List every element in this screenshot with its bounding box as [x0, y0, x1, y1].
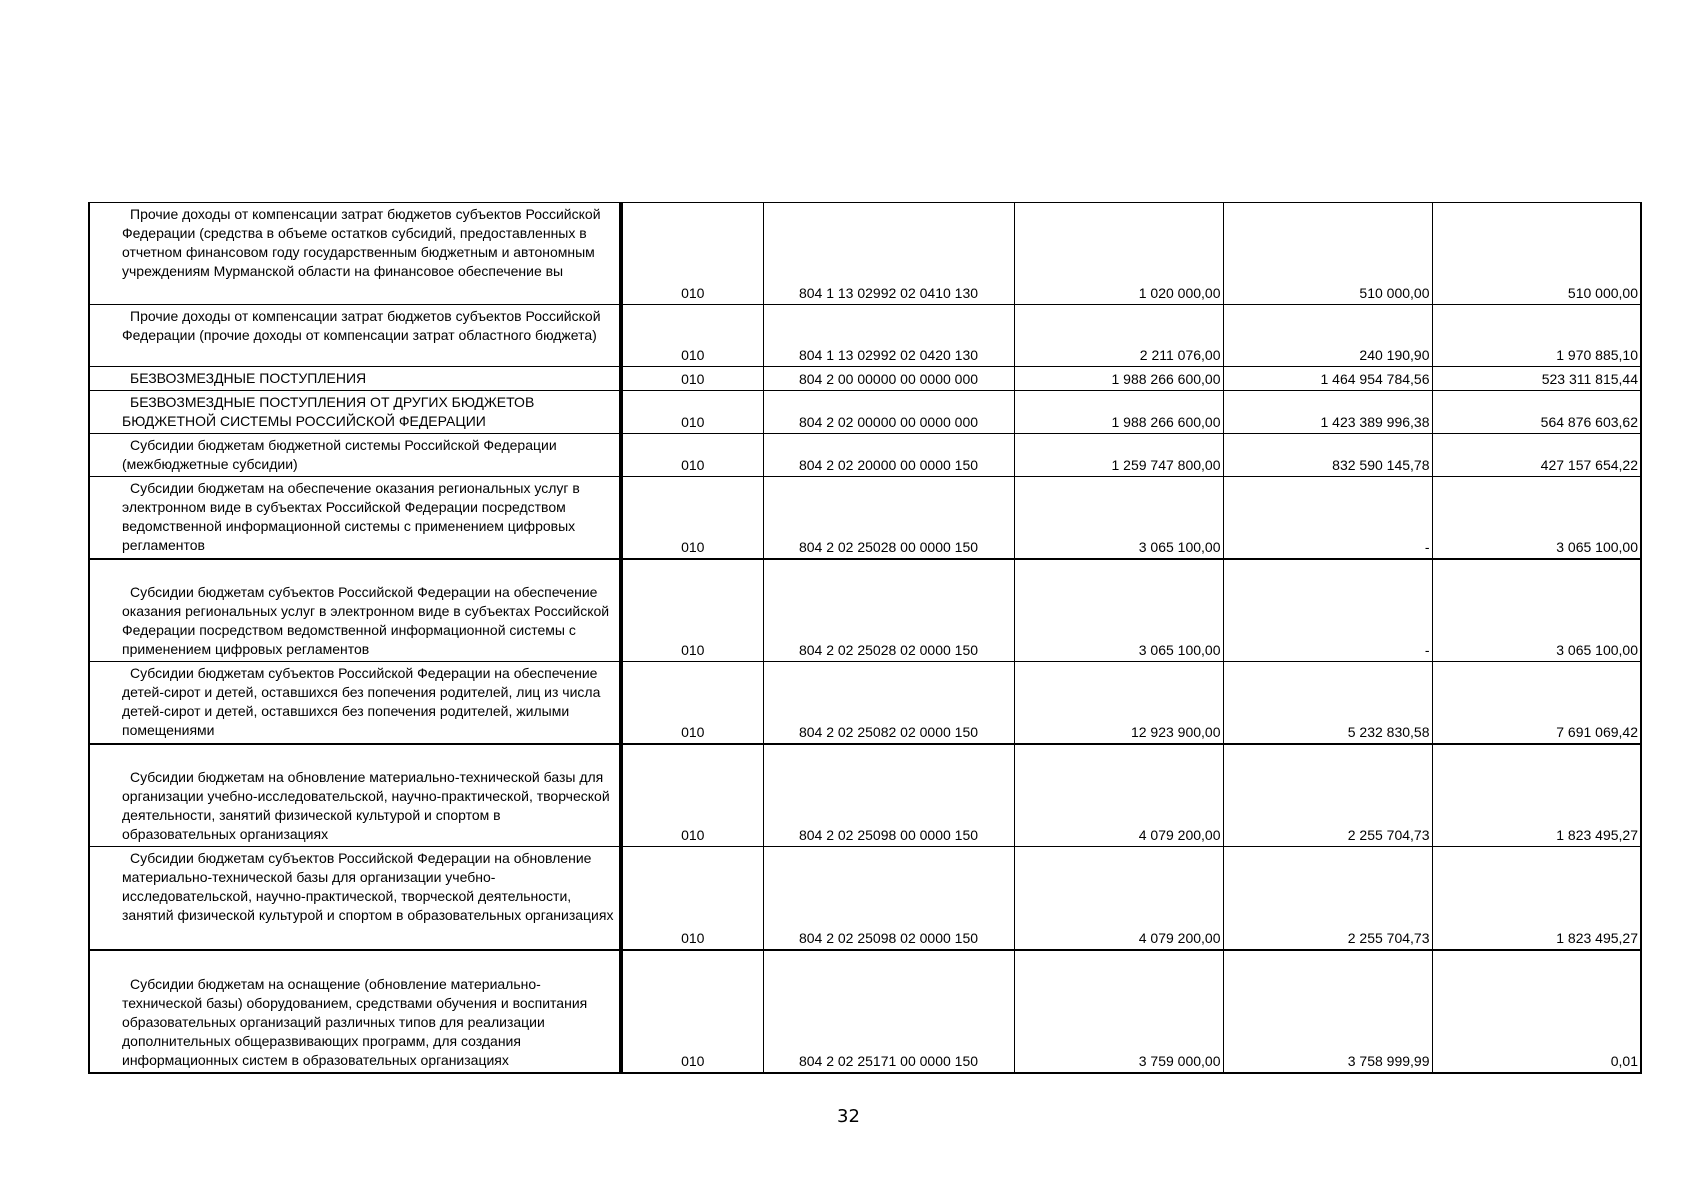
report-sheet: [88, 202, 1640, 1074]
table-row: [89, 477, 1641, 559]
row-name: Прочие доходы от компенсации затрат бюджетов субъектов Российской Федерации (прочие доходы от компенсации затрат областного бюджета): [89, 305, 621, 367]
table-row: [89, 950, 1641, 1073]
row-name: Субсидии бюджетам субъектов Российской Федерации на обновление материально-технической базы для организации учебно-исследовательской, научно-практической, творческой деятельности, занятий физической культурой и спортом в образовательных организациях: [89, 847, 621, 950]
page-number: 32: [837, 1106, 860, 1127]
row-executed: 2 255 704,73: [1223, 847, 1432, 950]
row-unexecuted: 0,01: [1432, 950, 1641, 1073]
table-row: [89, 559, 1641, 662]
row-unexecuted: 1 970 885,10: [1432, 305, 1641, 367]
row-name: БЕЗВОЗМЕЗДНЫЕ ПОСТУПЛЕНИЯ ОТ ДРУГИХ БЮДЖЕТОВ БЮДЖЕТНОЙ СИСТЕМЫ РОССИЙСКОЙ ФЕДЕРАЦИИ: [89, 391, 621, 434]
row-line-code: 010: [621, 434, 763, 477]
row-budget-code: 804 2 02 25098 02 0000 150: [763, 847, 1014, 950]
table-row: [89, 847, 1641, 950]
revenue-table: [88, 202, 1642, 1074]
row-line-code: 010: [621, 305, 763, 367]
row-unexecuted: 564 876 603,62: [1432, 391, 1641, 434]
row-approved: 1 988 266 600,00: [1014, 391, 1223, 434]
row-unexecuted: 1 823 495,27: [1432, 744, 1641, 847]
row-name: БЕЗВОЗМЕЗДНЫЕ ПОСТУПЛЕНИЯ: [89, 367, 621, 391]
row-unexecuted: 510 000,00: [1432, 203, 1641, 305]
row-budget-code: 804 2 02 25098 00 0000 150: [763, 744, 1014, 847]
row-budget-code: 804 2 02 25028 02 0000 150: [763, 559, 1014, 662]
row-line-code: 010: [621, 559, 763, 662]
row-line-code: 010: [621, 477, 763, 559]
table-row: [89, 203, 1641, 305]
row-executed: 832 590 145,78: [1223, 434, 1432, 477]
row-executed: -: [1223, 477, 1432, 559]
row-executed: 2 255 704,73: [1223, 744, 1432, 847]
row-line-code: 010: [621, 950, 763, 1073]
row-executed: 1 423 389 996,38: [1223, 391, 1432, 434]
table-row: [89, 434, 1641, 477]
row-name: Субсидии бюджетам на оснащение (обновление материально-технической базы) оборудованием, средствами обучения и воспитания образовательных организаций различных типов для реализации дополнительных общеразвивающих программ, для создания информационных систем в образовательных организациях: [89, 950, 621, 1073]
row-budget-code: 804 2 02 20000 00 0000 150: [763, 434, 1014, 477]
row-approved: 1 988 266 600,00: [1014, 367, 1223, 391]
row-unexecuted: 523 311 815,44: [1432, 367, 1641, 391]
row-approved: 2 211 076,00: [1014, 305, 1223, 367]
row-approved: 1 020 000,00: [1014, 203, 1223, 305]
row-executed: 3 758 999,99: [1223, 950, 1432, 1073]
row-executed: 240 190,90: [1223, 305, 1432, 367]
row-line-code: 010: [621, 391, 763, 434]
row-unexecuted: 3 065 100,00: [1432, 477, 1641, 559]
table-row: [89, 662, 1641, 744]
table-row: [89, 744, 1641, 847]
row-executed: 1 464 954 784,56: [1223, 367, 1432, 391]
row-name: Субсидии бюджетам на обновление материально-технической базы для организации учебно-исследовательской, научно-практической, творческой деятельности, занятий физической культурой и спортом в образовательных организациях: [89, 744, 621, 847]
table-row: [89, 391, 1641, 434]
table-row: [89, 367, 1641, 391]
row-approved: 1 259 747 800,00: [1014, 434, 1223, 477]
row-budget-code: 804 2 02 25028 00 0000 150: [763, 477, 1014, 559]
row-unexecuted: 427 157 654,22: [1432, 434, 1641, 477]
row-budget-code: 804 2 02 25171 00 0000 150: [763, 950, 1014, 1073]
row-approved: 4 079 200,00: [1014, 744, 1223, 847]
row-budget-code: 804 1 13 02992 02 0420 130: [763, 305, 1014, 367]
row-budget-code: 804 2 00 00000 00 0000 000: [763, 367, 1014, 391]
row-executed: -: [1223, 559, 1432, 662]
row-line-code: 010: [621, 662, 763, 744]
table-row: [89, 305, 1641, 367]
row-budget-code: 804 1 13 02992 02 0410 130: [763, 203, 1014, 305]
row-name: Субсидии бюджетам бюджетной системы Российской Федерации (межбюджетные субсидии): [89, 434, 621, 477]
row-name: Прочие доходы от компенсации затрат бюджетов субъектов Российской Федерации (средства в объеме остатков субсидий, предоставленных в отчетном финансовом году государственным бюджетным и автономным учреждениям Мурманской области на финансовое обеспечение вы: [89, 203, 621, 305]
row-line-code: 010: [621, 847, 763, 950]
row-name: Субсидии бюджетам субъектов Российской Федерации на обеспечение оказания региональных услуг в электронном виде в субъектах Российской Федерации посредством ведомственной информационной системы с применением цифровых регламентов: [89, 559, 621, 662]
row-unexecuted: 3 065 100,00: [1432, 559, 1641, 662]
row-executed: 510 000,00: [1223, 203, 1432, 305]
row-line-code: 010: [621, 367, 763, 391]
row-budget-code: 804 2 02 00000 00 0000 000: [763, 391, 1014, 434]
row-executed: 5 232 830,58: [1223, 662, 1432, 744]
row-unexecuted: 1 823 495,27: [1432, 847, 1641, 950]
row-approved: 3 065 100,00: [1014, 559, 1223, 662]
row-name: Субсидии бюджетам субъектов Российской Федерации на обеспечение детей-сирот и детей, оставшихся без попечения родителей, лиц из числа детей-сирот и детей, оставшихся без попечения родителей, жилыми помещениями: [89, 662, 621, 744]
row-approved: 3 759 000,00: [1014, 950, 1223, 1073]
row-name: Субсидии бюджетам на обеспечение оказания региональных услуг в электронном виде в субъектах Российской Федерации посредством ведомственной информационной системы с применением цифровых регламентов: [89, 477, 621, 559]
row-line-code: 010: [621, 203, 763, 305]
row-approved: 12 923 900,00: [1014, 662, 1223, 744]
row-line-code: 010: [621, 744, 763, 847]
row-budget-code: 804 2 02 25082 02 0000 150: [763, 662, 1014, 744]
row-approved: 4 079 200,00: [1014, 847, 1223, 950]
row-unexecuted: 7 691 069,42: [1432, 662, 1641, 744]
row-approved: 3 065 100,00: [1014, 477, 1223, 559]
